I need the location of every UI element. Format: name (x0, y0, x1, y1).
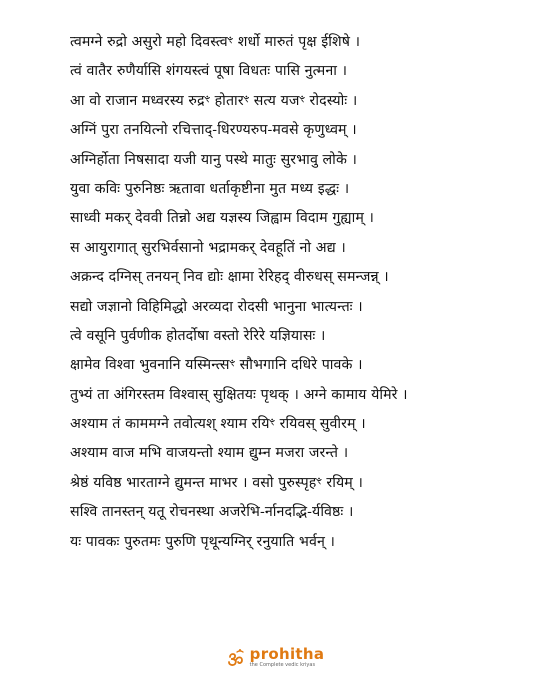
verse-line: सश्वि तानस्तन् यतू रोचनस्था अजरेभि-र्नानदद्भि-र्यविष्ठः । (70, 504, 354, 521)
verse-line: साध्वी मकर् देववी तिन्नो अद्य यज्ञस्य जिह्वाम विदाम गुह्याम् । (70, 210, 375, 227)
brand-tagline: the Complete vedic kriyas (249, 662, 316, 668)
footer (0, 647, 550, 668)
verse-line: अक्रन्द दग्निस् तनयन् निव द्योः क्षामा रेरिहद् वीरुधस् समन्जन्न् । (70, 269, 389, 286)
verse-line: आ वो राजान मध्वरस्य रुद्रꣳ होतारꣳ सत्य यजꣳ रोदस्योः । (70, 92, 358, 109)
verse-line: यः पावकः पुरुतमः पुरुणि पृथून्यग्निर् रनुयाति भर्वन् । (70, 533, 336, 550)
verse-line: स आयुरागात् सुरभिर्वसानो भद्रामकर् देवहूतिं नो अद्य । (70, 239, 346, 256)
verse-line: त्वे वसूनि पुर्वणीक होतर्दोषा वस्तो रेरिरे यज्ञियासः । (70, 327, 326, 344)
prohitha-logo[interactable] (226, 647, 325, 668)
logo-text (250, 647, 325, 668)
verse-line: युवा कविः पुरुनिष्ठः ऋतावा धर्ताकृष्टीना मुत मध्य इद्धः । (70, 180, 350, 197)
verse-line: त्वमग्ने रुद्रो असुरो महो दिवस्त्वꣳ शर्धो मारुतं पृक्ष ईशिषे । (70, 34, 361, 50)
verse-line: क्षामेव विश्वा भुवनानि यस्मिन्त्सꣳ सौभगानि दधिरे पावके । (70, 357, 363, 374)
verse-line: अग्निं पुरा तनयित्नो रचित्ताद्-धिरण्यरुप-मवसे कृणुध्वम् । (70, 122, 357, 139)
brand-name: prohitha (249, 645, 325, 663)
verse-line: अग्निर्होता निषसादा यजी यानु पस्थे मातुः सुरभावु लोके । (70, 151, 358, 168)
verse-list (70, 28, 510, 557)
verse-line: त्वं वातैर रुणैर्यासि शंगयस्त्वं पूषा विधतः पासि नुत्मना । (70, 63, 348, 80)
verse-line: अश्याम तं काममग्ने तवोत्यश् श्याम रयिꣳ रयिवस् सुवीरम् । (70, 416, 366, 433)
om-icon (226, 648, 246, 668)
verse-line: श्रेष्ठं यविष्ठ भारताग्ने द्युमन्त माभर । वसो पुरुस्पृहꣳ रयिम् । (70, 474, 363, 491)
verse-line: सद्यो जज्ञानो विहिमिद्धो अरव्यदा रोदसी भानुना भात्यन्तः । (70, 298, 363, 315)
verse-line: तुभ्यं ता अंगिरस्तम विश्वास् सुक्षितयः पृथक् । अग्ने कामाय येमिरे । (70, 386, 408, 403)
verse-line: अश्याम वाज मभि वाजयन्तो श्याम द्युम्न मजरा जरन्ते । (70, 445, 349, 462)
